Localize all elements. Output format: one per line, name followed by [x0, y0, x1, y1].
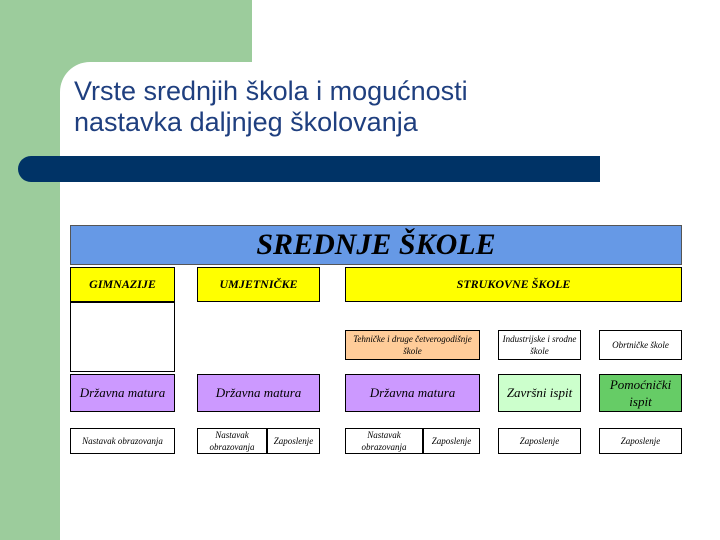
column-umjetnicke: UMJETNIČKE: [197, 267, 320, 302]
subtype-tehnicke: Tehničke i druge četverogodišnje škole: [345, 330, 480, 360]
exam-tehnicke: Državna matura: [345, 374, 480, 412]
top-decor-tab: [60, 0, 252, 62]
empty-cell-gimnazije: [70, 302, 175, 372]
title-line-1: Vrste srednjih škola i mogućnosti: [74, 76, 468, 106]
subtype-obrtnicke: Obrtničke škole: [599, 330, 682, 360]
column-strukovne: STRUKOVNE ŠKOLE: [345, 267, 682, 302]
outcome-tehnicke-nastavak: Nastavak obrazovanja: [345, 428, 423, 454]
subtype-industrijske: Industrijske i srodne škole: [498, 330, 581, 360]
title-divider: [18, 156, 600, 182]
exam-obrtnicke: Pomoćnički ispit: [599, 374, 682, 412]
outcome-umjetnicke-zaposlenje: Zaposlenje: [267, 428, 320, 454]
column-gimnazije: GIMNAZIJE: [70, 267, 175, 302]
title-line-2: nastavka daljnjeg školovanja: [74, 107, 418, 137]
side-decor-bar: [0, 0, 60, 540]
outcome-industrijske: Zaposlenje: [498, 428, 581, 454]
outcome-obrtnicke: Zaposlenje: [599, 428, 682, 454]
slide-title: [74, 76, 674, 138]
outcome-tehnicke-zaposlenje: Zaposlenje: [423, 428, 480, 454]
exam-umjetnicke: Državna matura: [197, 374, 320, 412]
exam-industrijske: Završni ispit: [498, 374, 581, 412]
outcome-umjetnicke-nastavak: Nastavak obrazovanja: [197, 428, 267, 454]
exam-gimnazije: Državna matura: [70, 374, 175, 412]
outcome-gimnazije: Nastavak obrazovanja: [70, 428, 175, 454]
diagram-header: SREDNJE ŠKOLE: [70, 225, 682, 265]
